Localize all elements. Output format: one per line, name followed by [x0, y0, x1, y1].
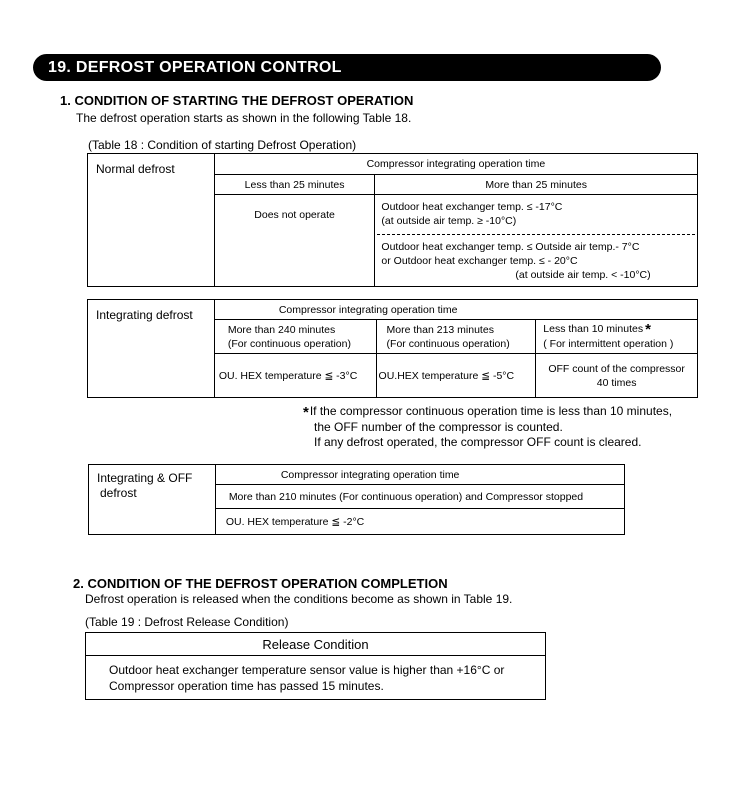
integrating-val2: OU.HEX temperature ≦ -5°C	[376, 354, 536, 398]
integrating-val3	[536, 354, 698, 398]
integrating-col1-line2: (For continuous operation)	[227, 337, 351, 350]
off-defrost-label	[89, 465, 216, 535]
footnote-line3: If any defrost operated, the compressor OFF count is cleared.	[314, 435, 642, 449]
footnote-asterisk: *	[303, 404, 309, 421]
normal-defrost-col1-value: Does not operate	[214, 195, 375, 287]
cond1-line1: Outdoor heat exchanger temp. ≤ -17°C	[381, 201, 563, 213]
section-title: 19. DEFROST OPERATION CONTROL	[33, 54, 661, 81]
cond2-line1: Outdoor heat exchanger temp. ≤ Outside air temp.- 7°C	[381, 241, 640, 253]
off-defrost-value: OU. HEX temperature ≦ -2°C	[215, 509, 624, 535]
asterisk-mark: *	[645, 321, 651, 338]
integrating-val1: OU. HEX temperature ≦ -3°C	[214, 354, 376, 398]
part1-intro: The defrost operation starts as shown in the following Table 18.	[76, 111, 412, 125]
part2-heading: 2. CONDITION OF THE DEFROST OPERATION COMPLETION	[73, 576, 448, 591]
part2-intro: Defrost operation is released when the conditions become as shown in Table 19.	[85, 592, 513, 606]
table19-caption: (Table 19 : Defrost Release Condition)	[85, 615, 289, 629]
integrating-defrost-table	[87, 299, 698, 398]
release-condition-body	[86, 656, 546, 700]
release-line1: Outdoor heat exchanger temperature sensor value is higher than +16°C or	[109, 662, 505, 677]
integrating-col3-line1: Less than 10 minutes	[543, 323, 644, 335]
table18-caption: (Table 18 : Condition of starting Defrost Operation)	[88, 138, 357, 152]
integrating-col1	[214, 320, 376, 354]
part1-heading: 1. CONDITION OF STARTING THE DEFROST OPERATION	[60, 93, 414, 108]
integrating-col3	[536, 320, 698, 354]
integrating-col1-line1: More than 240 minutes	[227, 323, 336, 336]
footnote-line2: the OFF number of the compressor is counted.	[314, 420, 563, 434]
off-defrost-condition: More than 210 minutes (For continuous operation) and Compressor stopped	[215, 485, 624, 509]
off-defrost-table	[88, 464, 625, 535]
integrating-col2	[376, 320, 536, 354]
integrating-defrost-header: Compressor integrating operation time	[214, 300, 697, 320]
cond2-line3: (at outside air temp. < -10°C)	[515, 269, 651, 281]
normal-defrost-table	[87, 153, 698, 287]
cond2-line2: or Outdoor heat exchanger temp. ≤ - 20°C	[381, 255, 578, 267]
normal-defrost-header: Compressor integrating operation time	[214, 154, 697, 175]
off-defrost-label-line1: Integrating & OFF	[97, 471, 193, 485]
normal-defrost-col1: Less than 25 minutes	[214, 175, 375, 195]
off-defrost-label-line2: defrost	[100, 486, 137, 500]
integrating-col2-line1: More than 213 minutes	[386, 323, 494, 336]
release-line2: Compressor operation time has passed 15 minutes.	[109, 678, 384, 693]
release-condition-header: Release Condition	[86, 633, 546, 656]
integrating-col3-line2: ( For intermittent operation )	[543, 338, 674, 350]
off-defrost-header: Compressor integrating operation time	[215, 465, 624, 485]
normal-defrost-conditions	[375, 195, 698, 287]
integrating-val3-line1: OFF count of the compressor	[548, 362, 685, 375]
normal-defrost-label: Normal defrost	[88, 154, 215, 287]
footnote	[303, 404, 672, 450]
integrating-val3-line2: 40 times	[596, 376, 637, 389]
integrating-defrost-label: Integrating defrost	[88, 300, 215, 398]
cond1-line2: (at outside air temp. ≥ -10°C)	[381, 215, 517, 227]
normal-defrost-col2: More than 25 minutes	[375, 175, 698, 195]
integrating-col2-line2: (For continuous operation)	[386, 337, 510, 350]
footnote-line1: If the compressor continuous operation time is less than 10 minutes,	[309, 404, 673, 418]
release-condition-table	[85, 632, 546, 700]
